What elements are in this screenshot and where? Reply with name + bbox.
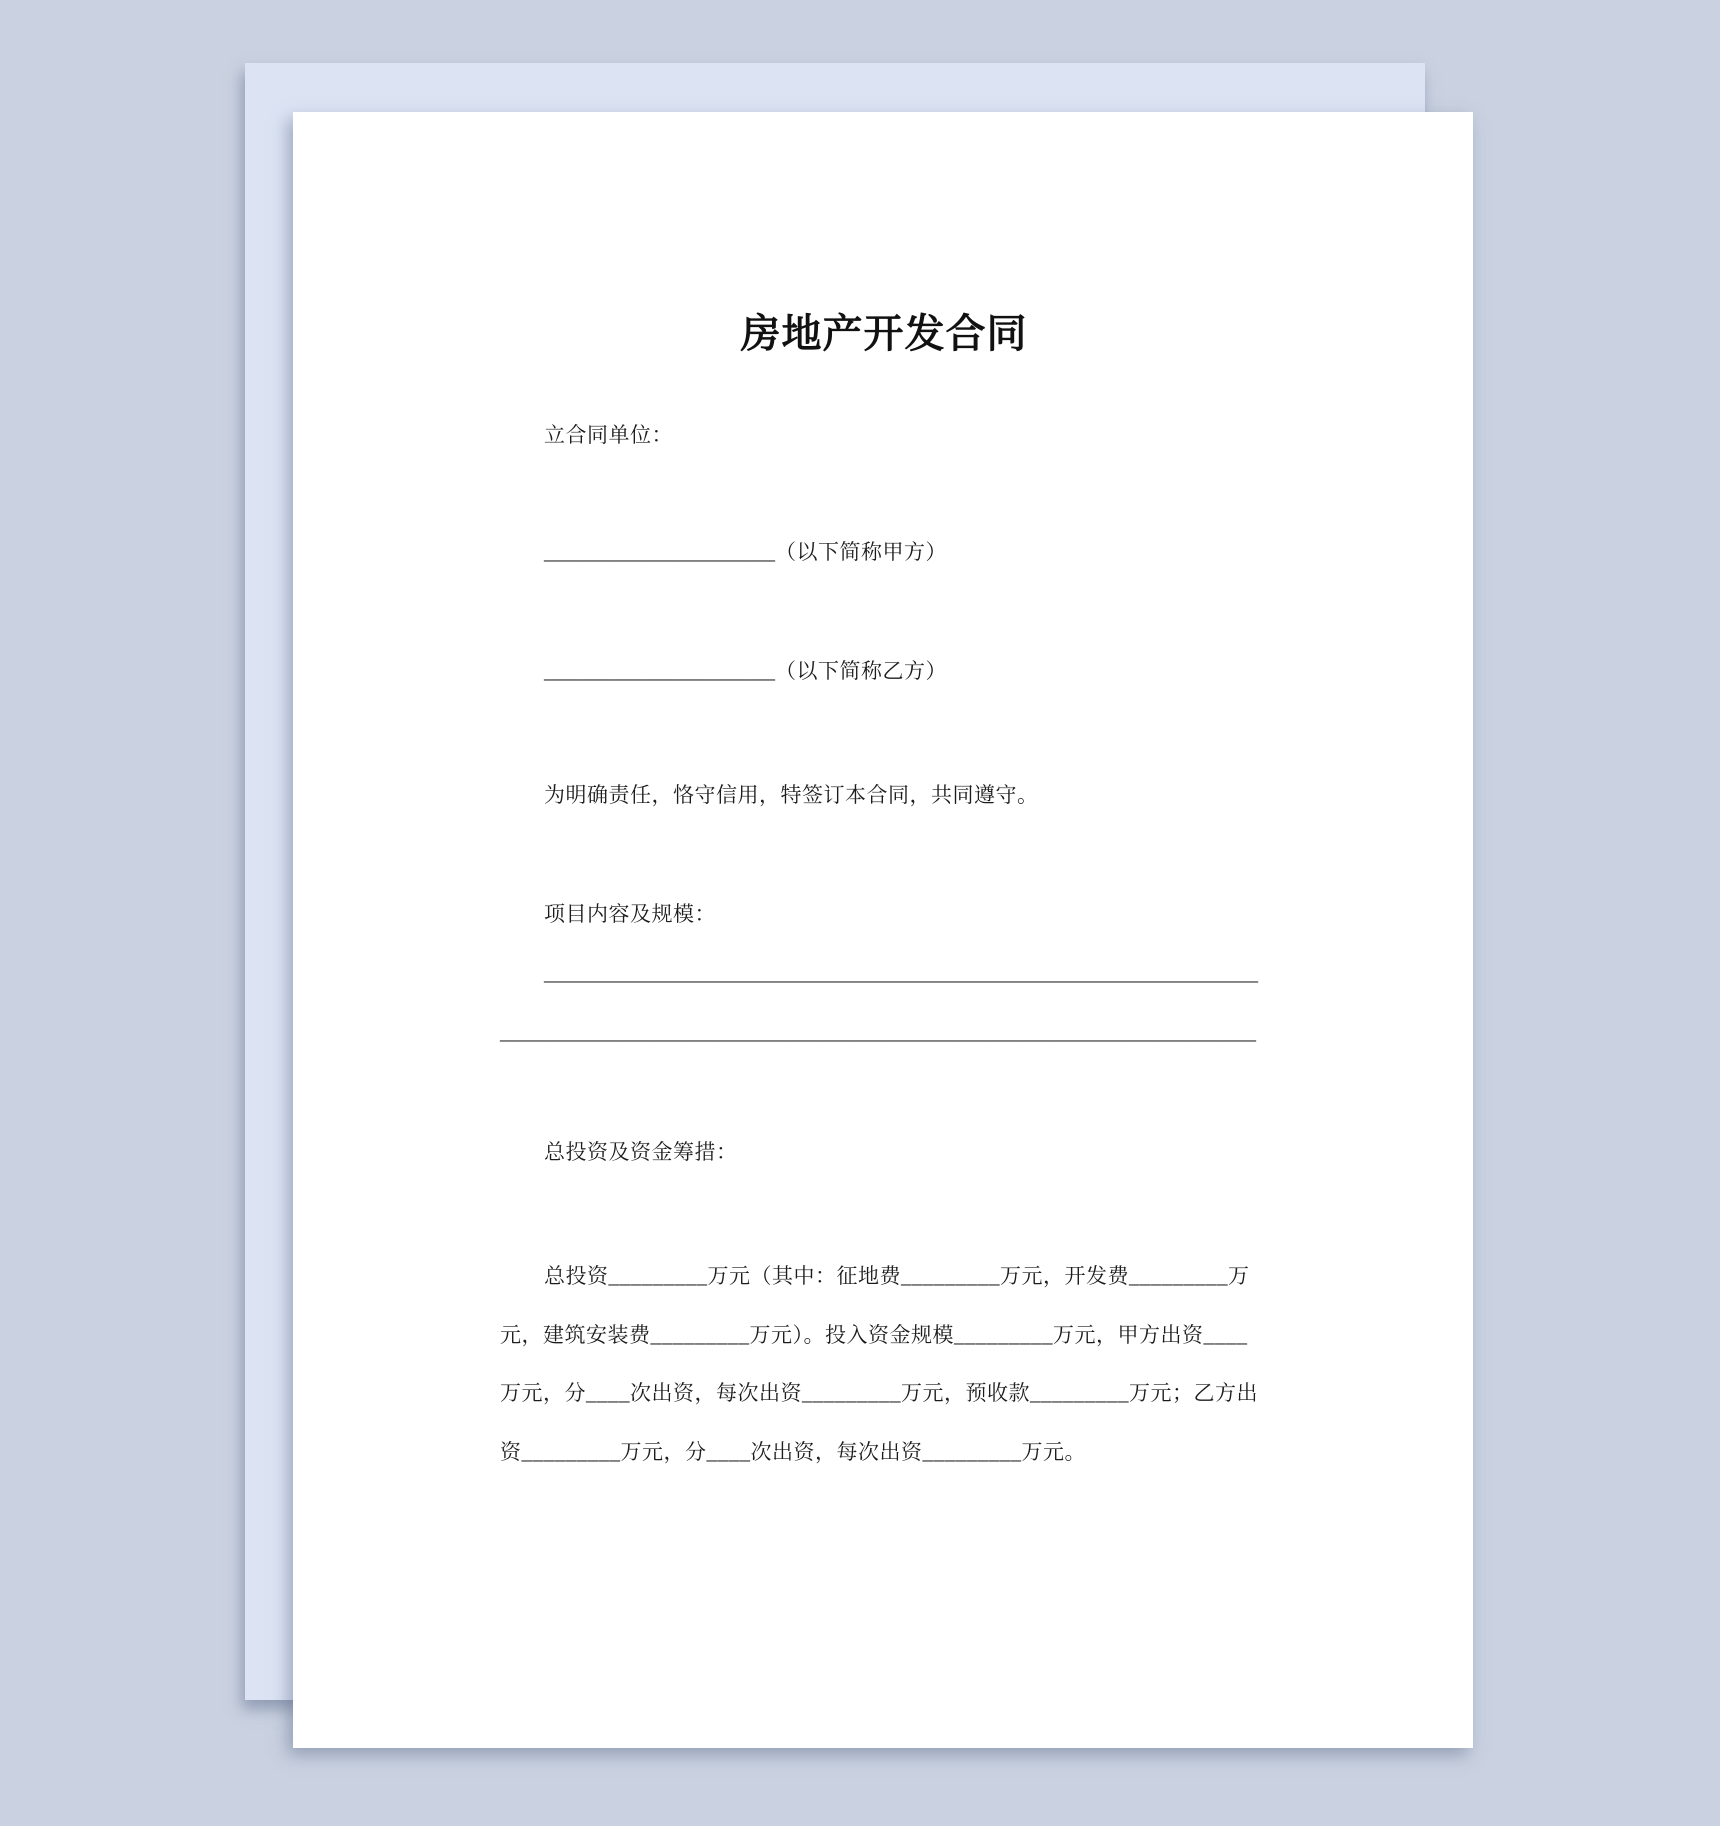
investment-paragraph-line-4: 资_________万元，分____次出资，每次出资_________万元。 xyxy=(500,1440,1086,1464)
party-a-suffix-label: （以下简称甲方） xyxy=(775,540,947,564)
project-blank-line-1: ____________________________________________________________________ xyxy=(544,961,1258,985)
investment-section-label: 总投资及资金筹措： xyxy=(544,1140,738,1164)
investment-paragraph-line-1: 总投资_________万元（其中：征地费_________万元，开发费_________万 xyxy=(544,1264,1250,1288)
party-b-blank-line: ______________________ xyxy=(544,659,775,683)
investment-paragraph-line-2: 元，建筑安装费_________万元）。投入资金规模_________万元，甲方出资____ xyxy=(500,1323,1248,1347)
party-a-row xyxy=(500,537,1268,567)
party-a-blank-line: ______________________ xyxy=(544,540,775,564)
party-b-row xyxy=(500,656,1268,686)
document-title: 房地产开发合同 xyxy=(740,312,1028,356)
contract-page xyxy=(293,112,1473,1748)
investment-paragraph-line-3: 万元，分____次出资，每次出资_________万元，预收款_________万元；乙方出 xyxy=(500,1381,1258,1405)
contract-content xyxy=(500,112,1268,1748)
project-section-label: 项目内容及规模： xyxy=(544,902,716,926)
commitment-text: 为明确责任，恪守信用，特签订本合同，共同遵守。 xyxy=(544,783,1039,807)
party-b-suffix-label: （以下简称乙方） xyxy=(775,659,947,683)
project-blank-line-2: ________________________________________________________________________ xyxy=(500,1020,1256,1044)
contract-parties-label: 立合同单位： xyxy=(544,423,673,447)
